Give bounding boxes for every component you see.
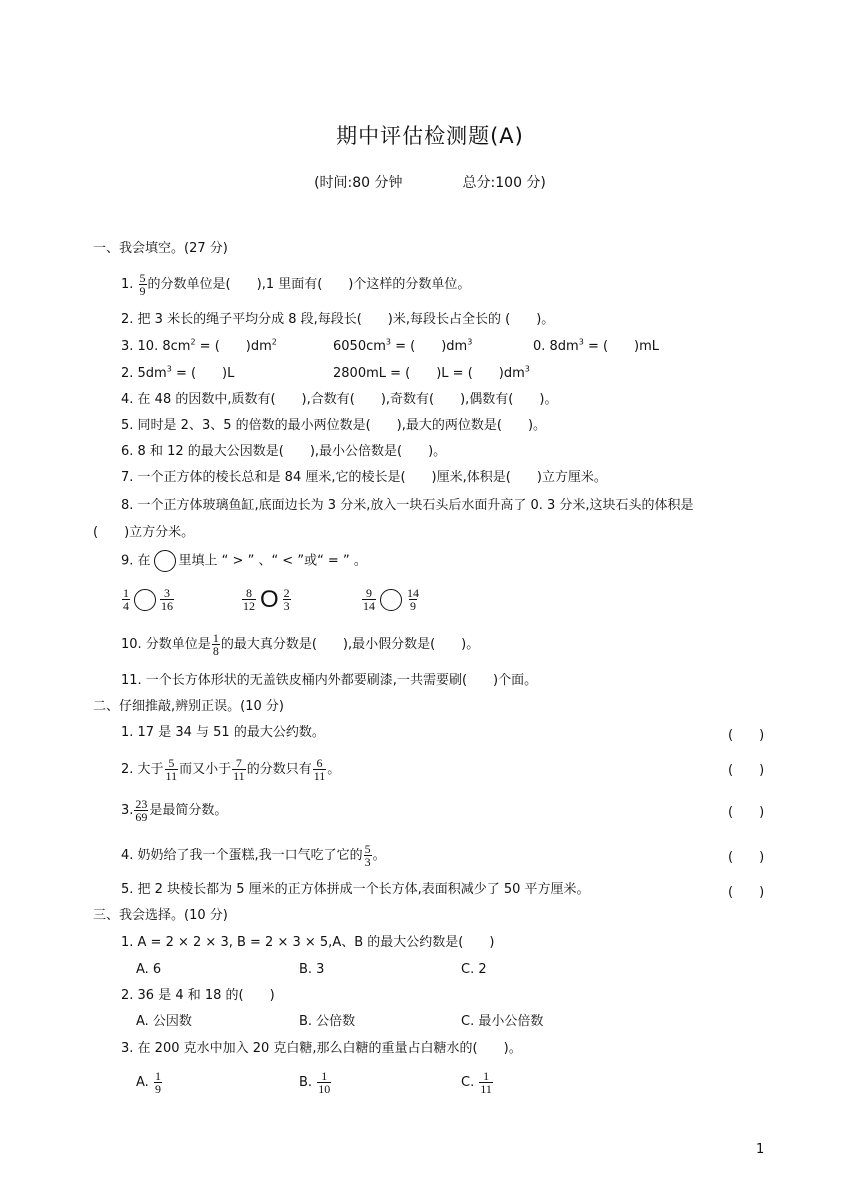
answer-circle[interactable] xyxy=(380,589,402,611)
compare-item: $\frac{9}{14}$ $\frac{14}{9}$ xyxy=(363,586,419,613)
question-1-9: 9. 在 里填上 “ > ” 、“ < ”或“ = ” 。 xyxy=(121,550,367,572)
question-1-8: 8. 一个正方体玻璃鱼缸,底面边长为 3 分米,放入一块石头后水面升高了 0. 3 分米,这块石头的体积是 xyxy=(121,498,694,513)
page-number: 1 xyxy=(756,1142,765,1157)
option-a[interactable]: A. 6 xyxy=(136,962,162,977)
option-b[interactable]: B. 3 xyxy=(299,962,325,977)
question-2-2: 2. 大于 $\frac{5}{11}$ 而又小于 $\frac{7}{11}$ 的分数只有 $\frac{6}{11}$ 。 xyxy=(121,756,341,783)
question-2-4: 4. 奶奶给了我一个蛋糕,我一口气吃了它的 $\frac{5}{3}$ 。 xyxy=(121,842,386,869)
question-1-4: 4. 在 48 的因数中,质数有( ),合数有( ),奇数有( ),偶数有( )。 xyxy=(121,392,558,407)
answer-circle xyxy=(154,550,176,572)
answer-paren[interactable]: ( ) xyxy=(728,805,765,820)
answer-circle[interactable]: O xyxy=(260,585,279,613)
exam-page: 期中评估检测题(A) (时间:80 分钟 总分:100 分) 一、我会填空。(27 分) 1. $\frac{5}{9}$ 的分数单位是( ),1 里面有( )个这样的分数单位。 2. 把 3 米长的绳子平均分成 8 段,每段长( )米,每段长占全长的 ( )。 3. 10. $8cm^2$ = ( )$dm^2$ $6050cm^3$ = ( )$dm^3$ 0. $8dm^3$ = ( )mL 2. $5dm^3$ = ( )L 2800mL = ( )L = ( )$dm^3$ 4. 在 48 的因数中,质数有( ),合数有( ),奇数有( ),偶数有( )。 5. 同时是 2、3、5 的倍数的最小两位数是( ),最大的两位数是( )。 6. 8 和 12 的最大公因数是( ),最小公倍数是( )。 7. 一个正方体的棱长总和是 84 厘米,它的棱长是( )厘米,体积是( )立方厘米。 8. 一个正方体玻璃鱼缸,底面边长为 3 分米,放入一块石头后水面升高了 0. 3 分米,这块石头的体积是 ( )立方分米。 9. 在 里填上 “ > ” 、“ < ”或“ = ” 。 $\frac{1}{4}$ $\frac{3}{16}$ $\frac{8}{12}$ O $\frac{2}{3}$ $\frac{9}{14}$ $\frac{14}{9}$ 10. 分数单位是 $\frac{1}{8}$ 的最大真分数是( ),最小假分数是( )。 11. 一个长方体形状的无盖铁皮桶内外都要刷漆,一共需要刷( )个面。 二、仔细推敲,辨别正误。(10 分) 1. 17 是 34 与 51 的最大公约数。 ( ) 2. 大于 $\frac{5}{11}$ 而又小于 $\frac{7}{11}$ 的分数只有 $\frac{6}{11}$ 。 ( ) 3. $\frac{23}{69}$ 是最简分数。 ( ) 4. 奶奶给了我一个蛋糕,我一口气吃了它的 $\frac{5}{3}$ 。 ( ) 5. 把 2 块棱长都为 5 厘米的正方体拼成一个长方体,表面积减少了 50 平方厘米。 ( ) 三、我会选择。(10 分) 1. A = 2 × 2 × 3, B = 2 × 3 × 5,A、B 的最大公约数是( ) A. 6 B. 3 C. 2 2. 36 是 4 和 18 的( ) A. 公因数 B. 公倍数 C. 最小公倍数 3. 在 200 克水中加入 20 克白糖,那么白糖的重量占白糖水的( )。 A. $\frac{1}{9}$ B. $\frac{1}{10}$ C. $\frac{1}{11}$ 1 xyxy=(0,0,860,1198)
time-limit: (时间:80 分钟 xyxy=(314,175,403,191)
question-1-7: 7. 一个正方体的棱长总和是 84 厘米,它的棱长是( )厘米,体积是( )立方厘米。 xyxy=(121,470,607,485)
compare-item: $\frac{8}{12}$ O $\frac{2}{3}$ xyxy=(243,585,290,613)
question-1-6: 6. 8 和 12 的最大公因数是( ),最小公倍数是( )。 xyxy=(121,444,447,459)
question-2-1: 1. 17 是 34 与 51 的最大公约数。 xyxy=(121,725,325,740)
question-1-10: 10. 分数单位是 $\frac{1}{8}$ 的最大真分数是( ),最小假分数是( )。 xyxy=(121,631,480,658)
answer-paren[interactable]: ( ) xyxy=(728,763,765,778)
question-3-1: 1. A = 2 × 2 × 3, B = 2 × 3 × 5,A、B 的最大公约数是( ) xyxy=(121,935,495,950)
question-1-1: 1. $\frac{5}{9}$ 的分数单位是( ),1 里面有( )个这样的分数单位。 xyxy=(121,271,471,298)
page-title: 期中评估检测题(A) xyxy=(336,124,524,148)
question-3-2: 2. 36 是 4 和 18 的( ) xyxy=(121,988,275,1003)
answer-paren[interactable]: ( ) xyxy=(728,728,765,743)
question-1-5: 5. 同时是 2、3、5 的倍数的最小两位数是( ),最大的两位数是( )。 xyxy=(121,418,547,433)
compare-item: $\frac{1}{4}$ $\frac{3}{16}$ xyxy=(123,586,173,613)
option-b[interactable]: B. 公倍数 xyxy=(299,1014,356,1029)
question-1-8-cont: ( )立方分米。 xyxy=(93,525,195,540)
section-1-heading: 一、我会填空。(27 分) xyxy=(93,241,228,256)
question-1-11: 11. 一个长方体形状的无盖铁皮桶内外都要刷漆,一共需要刷( )个面。 xyxy=(121,673,538,688)
question-2-5: 5. 把 2 块棱长都为 5 厘米的正方体拼成一个长方体,表面积减少了 50 平方厘米。 xyxy=(121,882,590,897)
section-3-heading: 三、我会选择。(10 分) xyxy=(93,908,228,923)
total-score: 总分:100 分) xyxy=(462,175,546,191)
question-1-2: 2. 把 3 米长的绳子平均分成 8 段,每段长( )米,每段长占全长的 ( )。 xyxy=(121,312,555,327)
option-c[interactable]: C. 最小公倍数 xyxy=(461,1014,544,1029)
question-2-3: 3. $\frac{23}{69}$ 是最简分数。 xyxy=(121,797,228,824)
option-b[interactable]: B. $\frac{1}{10}$ xyxy=(299,1069,331,1096)
section-2-heading: 二、仔细推敲,辨别正误。(10 分) xyxy=(93,699,284,714)
option-a[interactable]: A. $\frac{1}{9}$ xyxy=(136,1069,161,1096)
answer-paren[interactable]: ( ) xyxy=(728,885,765,900)
question-3-3: 3. 在 200 克水中加入 20 克白糖,那么白糖的重量占白糖水的( )。 xyxy=(121,1041,522,1056)
option-c[interactable]: C. 2 xyxy=(461,962,487,977)
fraction: $\frac{5}{9}$ xyxy=(139,271,146,298)
answer-circle[interactable] xyxy=(134,589,156,611)
option-c[interactable]: C. $\frac{1}{11}$ xyxy=(461,1069,492,1096)
answer-paren[interactable]: ( ) xyxy=(728,850,765,865)
exam-info xyxy=(0,172,860,192)
option-a[interactable]: A. 公因数 xyxy=(136,1014,192,1029)
